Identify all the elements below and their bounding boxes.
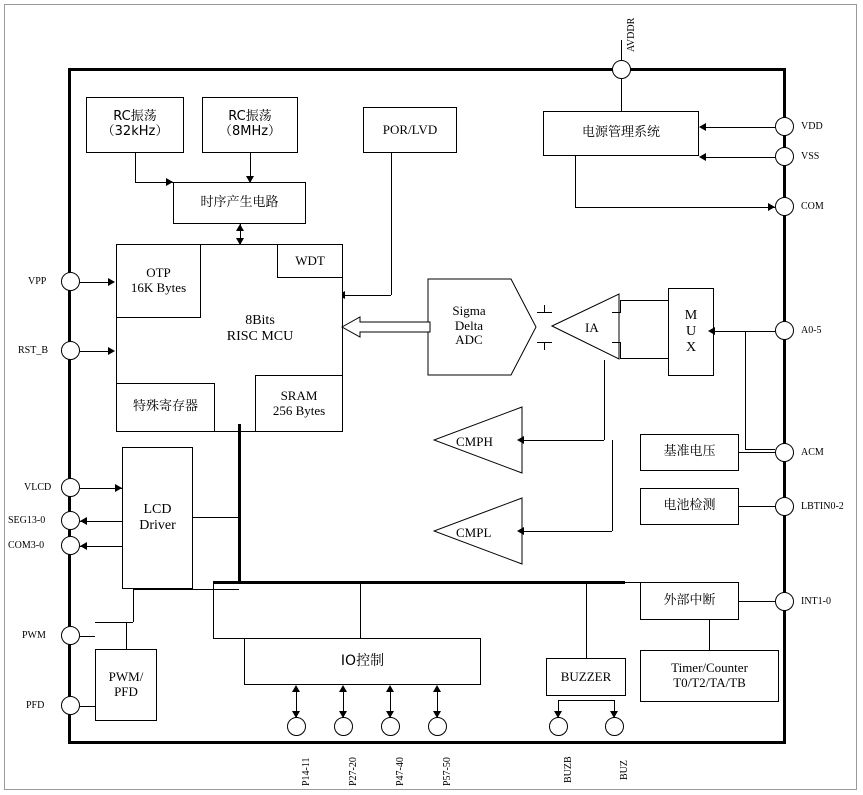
pin-vpp[interactable] bbox=[61, 272, 80, 291]
wire-acm-feed bbox=[745, 449, 775, 450]
pin-label-p57: P57-50 bbox=[442, 757, 453, 786]
wire-rstb bbox=[80, 351, 110, 352]
pin-label-rstb: RST_B bbox=[18, 345, 49, 356]
wire-mux-ia-bot-in bbox=[612, 342, 621, 343]
pin-label-int: INT1-0 bbox=[801, 596, 831, 607]
arrow-a05 bbox=[708, 327, 715, 335]
pin-label-p14: P14-11 bbox=[301, 757, 312, 786]
wire-vdd bbox=[706, 127, 775, 128]
block-vref: 基准电压 bbox=[640, 434, 739, 471]
pin-rstb[interactable] bbox=[61, 341, 80, 360]
pin-com[interactable] bbox=[775, 197, 794, 216]
block-timer-counter: Timer/Counter T0/T2/TA/TB bbox=[640, 650, 779, 702]
wire-cmpl-in bbox=[523, 531, 612, 532]
pin-lbtin[interactable] bbox=[775, 497, 794, 516]
chip-border-bottom bbox=[68, 741, 786, 744]
pin-label-avddr: AVDDR bbox=[626, 17, 637, 52]
chip-border-top bbox=[68, 68, 786, 71]
pin-vss[interactable] bbox=[775, 147, 794, 166]
block-buzzer: BUZZER bbox=[546, 658, 626, 696]
wire-bus-pwm-v bbox=[133, 589, 134, 622]
wire-vpp bbox=[80, 282, 110, 283]
arrow-vdd bbox=[699, 123, 706, 131]
pin-label-a05: A0-5 bbox=[801, 325, 822, 336]
block-pwm-pfd: PWM/ PFD bbox=[95, 649, 157, 721]
pin-label-vss: VSS bbox=[801, 151, 820, 162]
pin-vlcd[interactable] bbox=[61, 478, 80, 497]
pin-label-pwm: PWM bbox=[22, 630, 46, 641]
wire-acm bbox=[739, 452, 775, 453]
block-battery-detect: 电池检测 bbox=[640, 488, 739, 525]
block-adc-label: Sigma Delta ADC bbox=[429, 288, 509, 364]
block-otp: OTP 16K Bytes bbox=[116, 244, 201, 318]
wire-com-up bbox=[575, 156, 576, 207]
arrow-p27-down bbox=[339, 711, 347, 718]
wire-ia-adc-stub1 bbox=[544, 305, 545, 313]
block-wdt: WDT bbox=[277, 244, 343, 278]
pin-seg[interactable] bbox=[61, 511, 80, 530]
arrow-vlcd bbox=[115, 484, 122, 492]
arrow-timing-up bbox=[236, 224, 244, 231]
wire-cmp-feed-v bbox=[604, 360, 605, 440]
wire-buzzer-bottom bbox=[558, 700, 614, 701]
wire-pwm-in bbox=[95, 622, 133, 623]
bus-vertical-main bbox=[238, 424, 241, 584]
pin-com30[interactable] bbox=[61, 536, 80, 555]
wire-mux-ia-bot-v bbox=[620, 342, 621, 358]
bus-arrow-adc-to-mcu bbox=[341, 316, 431, 338]
pin-pfd[interactable] bbox=[61, 696, 80, 715]
arrow-com bbox=[768, 203, 775, 211]
arrow-p14-down bbox=[292, 711, 300, 718]
pin-buzb[interactable] bbox=[549, 717, 568, 736]
pin-vdd[interactable] bbox=[775, 117, 794, 136]
arrow-buz bbox=[610, 711, 618, 718]
arrow-p47-up bbox=[386, 685, 394, 692]
block-ext-interrupt: 外部中断 bbox=[640, 582, 739, 620]
pin-p27[interactable] bbox=[334, 717, 353, 736]
pin-label-com: COM bbox=[801, 201, 824, 212]
bus-horizontal-main bbox=[213, 581, 625, 584]
wire-pwm-pin bbox=[80, 636, 95, 637]
arrow-p14-up bbox=[292, 685, 300, 692]
arrow-rc32k bbox=[166, 178, 173, 186]
arrow-p27-up bbox=[339, 685, 347, 692]
pin-int[interactable] bbox=[775, 592, 794, 611]
arrow-vss bbox=[699, 153, 706, 161]
wire-mux-ia-top-in bbox=[612, 312, 621, 313]
pin-label-vpp: VPP bbox=[28, 276, 47, 287]
wire-vss bbox=[706, 157, 775, 158]
wire-avddr-up bbox=[621, 40, 622, 60]
pin-p57[interactable] bbox=[428, 717, 447, 736]
pin-avddr[interactable] bbox=[612, 60, 631, 79]
block-cmph-label: CMPH bbox=[456, 434, 493, 449]
wire-cmpl-feed-v bbox=[612, 440, 613, 531]
wire-ia-adc-stub2 bbox=[544, 342, 545, 350]
block-cmpl-label: CMPL bbox=[456, 525, 492, 540]
pin-label-vlcd: VLCD bbox=[24, 482, 52, 493]
arrow-cmph-in bbox=[517, 436, 524, 444]
pin-p47[interactable] bbox=[381, 717, 400, 736]
wire-lbtin bbox=[739, 506, 775, 507]
pin-label-vdd: VDD bbox=[801, 121, 823, 132]
pin-label-p27: P27-20 bbox=[348, 757, 359, 786]
wire-com bbox=[575, 207, 775, 208]
block-timing-generator: 时序产生电路 bbox=[173, 182, 306, 224]
arrow-vpp bbox=[108, 278, 115, 286]
arrow-p57-down bbox=[433, 711, 441, 718]
arrow-p47-down bbox=[386, 711, 394, 718]
wire-avddr-down bbox=[621, 79, 622, 111]
block-mux: M U X bbox=[668, 288, 714, 376]
pin-buz[interactable] bbox=[605, 717, 624, 736]
arrow-cmpl-in bbox=[517, 527, 524, 535]
wire-bus-pwm-h bbox=[133, 589, 239, 590]
wire-rc32k-down bbox=[135, 153, 136, 182]
arrow-p57-up bbox=[433, 685, 441, 692]
wire-cmph-in bbox=[523, 440, 604, 441]
pin-acm[interactable] bbox=[775, 443, 794, 462]
wire-mux-ia-top-v bbox=[620, 300, 621, 312]
pin-label-p47: P47-40 bbox=[395, 757, 406, 786]
block-lcd-driver: LCD Driver bbox=[122, 447, 193, 589]
pin-label-com30: COM3-0 bbox=[8, 540, 45, 551]
wire-mux-ia-bot bbox=[620, 358, 668, 359]
pin-label-acm: ACM bbox=[801, 447, 824, 458]
block-power-management: 电源管理系统 bbox=[543, 111, 699, 156]
pin-label-buzb: BUZB bbox=[563, 756, 574, 783]
pin-a05[interactable] bbox=[775, 321, 794, 340]
block-sfr: 特殊寄存器 bbox=[116, 383, 215, 432]
arrow-buzb bbox=[554, 711, 562, 718]
wire-bus-io bbox=[360, 584, 361, 638]
block-por-lvd: POR/LVD bbox=[363, 107, 457, 153]
block-mcu-label: 8Bits RISC MCU bbox=[180, 306, 340, 352]
wire-mux-bottom bbox=[745, 331, 746, 449]
wire-porlvd-left bbox=[344, 295, 391, 296]
wire-lcd-bus bbox=[193, 517, 239, 518]
pin-p14[interactable] bbox=[287, 717, 306, 736]
wire-bus-io2 bbox=[213, 584, 214, 638]
wire-bus-io3 bbox=[213, 638, 244, 639]
pin-label-lbtin: LBTIN0-2 bbox=[801, 501, 844, 512]
chip-border-right bbox=[783, 68, 786, 744]
block-sram: SRAM 256 Bytes bbox=[255, 375, 343, 432]
arrow-com30 bbox=[80, 542, 87, 550]
wire-porlvd-down bbox=[391, 153, 392, 295]
block-rc-8mhz: RC振荡 （8MHz） bbox=[202, 97, 298, 153]
block-rc-32khz: RC振荡 （32kHz） bbox=[86, 97, 184, 153]
wire-pwmblock-up bbox=[126, 622, 127, 649]
wire-pfd-pin bbox=[80, 706, 95, 707]
block-io-control: IO控制 bbox=[244, 638, 481, 685]
wire-mux-ia-top bbox=[620, 300, 668, 301]
pin-label-buz: BUZ bbox=[619, 760, 630, 780]
pin-label-seg: SEG13-0 bbox=[8, 515, 46, 526]
pin-pwm[interactable] bbox=[61, 626, 80, 645]
arrow-seg bbox=[80, 517, 87, 525]
wire-int bbox=[739, 601, 775, 602]
wire-buzzer-up bbox=[586, 584, 587, 658]
arrow-rstb bbox=[108, 347, 115, 355]
pin-label-pfd: PFD bbox=[26, 700, 45, 711]
block-ia-label: IA bbox=[585, 320, 599, 335]
